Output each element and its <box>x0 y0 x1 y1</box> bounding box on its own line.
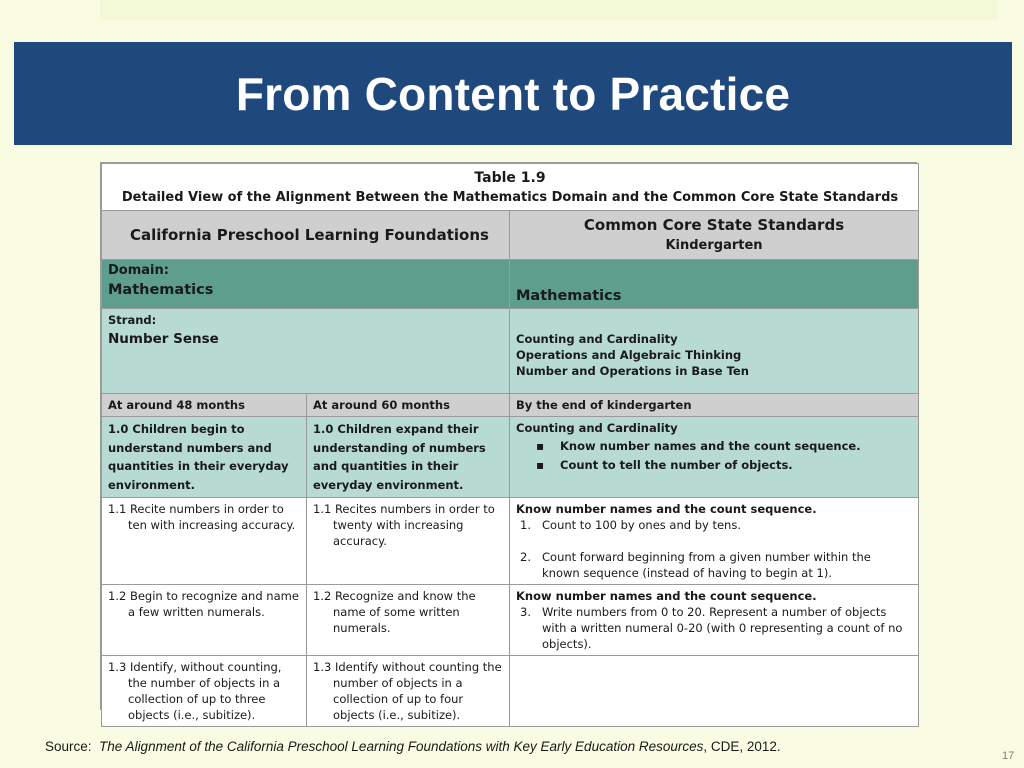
standard-num: 2. <box>520 550 531 564</box>
table-caption-title: Detailed View of the Alignment Between the Mathematics Domain and the Common Core State Standards <box>121 190 899 205</box>
standard-num: 1. <box>520 518 531 532</box>
row-col48: 1.1 Recite numbers in order to ten with increasing accuracy. <box>102 498 307 585</box>
domain-value: Mathematics <box>108 282 214 298</box>
strand-row <box>102 309 919 394</box>
standard-text: Write numbers from 0 to 20. Represent a number of objects with a written numeral 0-20 (with 0 representing a count of no objects). <box>542 605 903 651</box>
table-number: Table 1.9 <box>474 170 546 186</box>
strand-value: Number Sense <box>108 331 219 347</box>
strand-left-cell <box>102 309 510 394</box>
row-col60: 1.2 Recognize and know the name of some written numerals. <box>307 585 510 656</box>
standard-list <box>516 517 912 581</box>
row-standard <box>510 585 919 656</box>
right-header <box>510 211 919 260</box>
standard-title: Know number names and the count sequence. <box>516 502 817 516</box>
right-header-title: Common Core State Standards <box>583 216 845 234</box>
standard-text: Count to 100 by ones and by tens. <box>542 518 741 532</box>
standard-list <box>516 604 912 652</box>
strand-item: Counting and Cardinality <box>516 332 678 346</box>
cc-bullet: ▪ Count to tell the number of objects. <box>536 456 912 475</box>
strand-item: Operations and Algebraic Thinking <box>516 348 742 362</box>
strand-item: Number and Operations in Base Ten <box>516 364 749 378</box>
domain-label: Domain: <box>108 263 169 278</box>
table-caption-row <box>102 164 919 211</box>
foundation-48: 1.0 Children begin to understand numbers and quantities in their everyday environment. <box>102 417 307 498</box>
page-number: 17 <box>1002 750 1015 762</box>
standard-text: Count forward beginning from a given number within the known sequence (instead of having to begin at 1). <box>542 550 871 580</box>
domain-right-cell: Mathematics <box>510 260 919 309</box>
table-header-row <box>102 211 919 260</box>
standard-gap <box>516 533 912 549</box>
row-standard-empty <box>510 656 919 727</box>
domain-row <box>102 260 919 309</box>
row-col60: 1.1 Recites numbers in order to twenty with increasing accuracy. <box>307 498 510 585</box>
cc-bullet: ▪ Know number names and the count sequence. <box>536 437 912 456</box>
table-caption <box>102 164 919 211</box>
age-header-60: At around 60 months <box>307 394 510 417</box>
source-prefix: Source: <box>45 739 92 754</box>
alignment-table <box>101 163 919 727</box>
cc-heading: Counting and Cardinality <box>516 421 678 435</box>
age-header-k: By the end of kindergarten <box>510 394 919 417</box>
standard-item <box>516 549 912 581</box>
standard-item <box>516 517 912 533</box>
row-standard <box>510 498 919 585</box>
standard-num: 3. <box>520 605 531 619</box>
right-header-subtitle: Kindergarten <box>665 238 763 253</box>
table-row <box>102 585 919 656</box>
foundation-row <box>102 417 919 498</box>
table-row <box>102 656 919 727</box>
age-header-48: At around 48 months <box>102 394 307 417</box>
source-suffix: , CDE, 2012. <box>703 739 781 754</box>
title-bar <box>14 42 1012 145</box>
row-col60: 1.3 Identify without counting the number of objects in a collection of up to four objects (i.e., subitize). <box>307 656 510 727</box>
source-title: The Alignment of the California Preschool Learning Foundations with Key Early Education Resources <box>99 739 704 754</box>
cc-cell <box>510 417 919 498</box>
table-row <box>102 498 919 585</box>
foundation-60: 1.0 Children expand their understanding of numbers and quantities in their everyday environment. <box>307 417 510 498</box>
domain-left-cell <box>102 260 510 309</box>
left-header: California Preschool Learning Foundations <box>102 211 510 260</box>
standard-item <box>516 604 912 652</box>
strand-label: Strand: <box>108 313 157 327</box>
source-citation <box>45 739 781 754</box>
top-decorative-strip <box>100 0 998 20</box>
row-col48: 1.2 Begin to recognize and name a few written numerals. <box>102 585 307 656</box>
row-col48: 1.3 Identify, without counting, the number of objects in a collection of up to three objects (i.e., subitize). <box>102 656 307 727</box>
standard-title: Know number names and the count sequence. <box>516 589 817 603</box>
slide-title: From Content to Practice <box>235 67 791 120</box>
cc-bullet-list <box>516 437 912 475</box>
age-header-row <box>102 394 919 417</box>
alignment-table-image <box>100 162 917 722</box>
strand-right-cell <box>510 309 919 394</box>
